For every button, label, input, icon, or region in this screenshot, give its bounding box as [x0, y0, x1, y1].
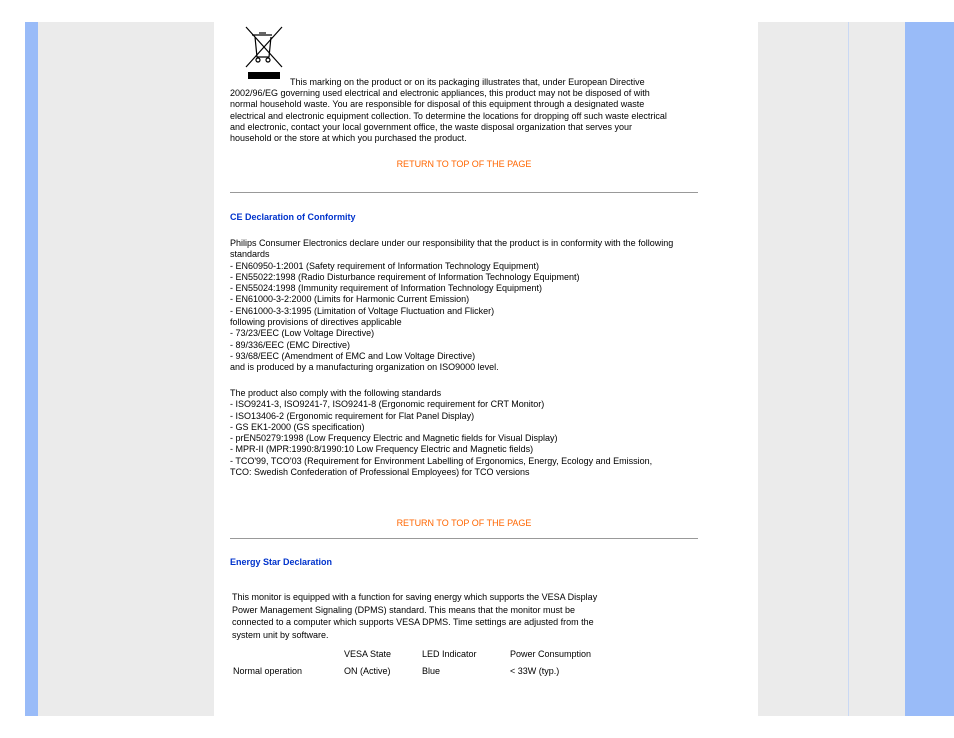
ce-line: - EN61000-3-2:2000 (Limits for Harmonic Current Emission) — [230, 294, 470, 305]
ce-line: - EN55022:1998 (Radio Disturbance requirement of Information Technology Equipment) — [230, 271, 580, 282]
weee-line: household or the store at which you purchased the product. — [230, 133, 467, 144]
right-blue-band — [905, 22, 954, 716]
energy-line: connected to a computer which supports VESA DPMS. Time settings are adjusted from the — [232, 617, 594, 627]
table-cell: Normal operation — [233, 666, 303, 676]
ce-standards-line: - TCO'99, TCO'03 (Requirement for Environment Labelling of Ergonomics, Energy, Ecology and Emission, — [230, 455, 653, 466]
weee-line: normal household waste. You are responsible for disposal of this equipment through a designated waste — [230, 99, 645, 110]
ce-standards-line: - ISO9241-3, ISO9241-7, ISO9241-8 (Ergonomic requirement for CRT Monitor) — [230, 399, 545, 410]
section-divider — [230, 192, 698, 193]
table-cell: ON (Active) — [344, 666, 391, 676]
ce-line: Philips Consumer Electronics declare under our responsibility that the product is in conformity with the following — [230, 238, 674, 248]
ce-line: - EN55024:1998 (Immunity requirement of Information Technology Equipment) — [230, 283, 542, 294]
ce-standards-line: - prEN50279:1998 (Low Frequency Electric and Magnetic fields for Visual Display) — [230, 433, 558, 444]
return-to-top-link[interactable]: RETURN TO TOP OF THE PAGE — [396, 159, 532, 169]
table-header-cell: LED Indicator — [422, 649, 477, 659]
ce-line: - EN60950-1:2001 (Safety requirement of Information Technology Equipment) — [230, 260, 540, 271]
ce-body — [230, 238, 673, 374]
ce-standards-line: TCO: Swedish Confederation of Professional Employees) for TCO versions — [230, 467, 530, 478]
ce-line: - 93/68/EEC (Amendment of EMC and Low Voltage Directive) — [230, 350, 476, 361]
weee-paragraph — [230, 88, 667, 144]
ce-standards — [230, 388, 652, 478]
ce-standards-line: - ISO13406-2 (Ergonomic requirement for Flat Panel Display) — [230, 410, 475, 421]
energy-line: This monitor is equipped with a function for saving energy which supports the VESA Display — [232, 592, 598, 602]
weee-paragraph-lead: This marking on the product or on its packaging illustrates that, under European Directive — [290, 77, 645, 87]
ce-line: - 73/23/EEC (Low Voltage Directive) — [230, 328, 375, 339]
ce-line: standards — [230, 249, 270, 260]
energy-star-heading: Energy Star Declaration — [230, 557, 333, 567]
energy-star-body — [232, 591, 627, 641]
ce-heading: CE Declaration of Conformity — [230, 212, 356, 222]
ce-line: - 89/336/EEC (EMC Directive) — [230, 339, 351, 350]
ce-standards-line: The product also comply with the following standards — [230, 388, 442, 398]
ce-line: - EN61000-3-3:1995 (Limitation of Voltage Fluctuation and Flicker) — [230, 305, 495, 316]
right-gray-margin-2 — [849, 22, 905, 716]
ce-standards-line: - MPR-II (MPR:1990:8/1990:10 Low Frequency Electric and Magnetic fields) — [230, 444, 534, 455]
energy-line: Power Management Signaling (DPMS) standard. This means that the monitor must be — [232, 604, 575, 615]
energy-line: system unit by software. — [232, 629, 329, 640]
power-table — [230, 649, 698, 679]
weee-line: electrical and electronic equipment collection. To determine the locations for dropping off such waste electrical — [230, 110, 667, 121]
return-to-top-link[interactable]: RETURN TO TOP OF THE PAGE — [396, 518, 532, 528]
table-cell: < 33W (typ.) — [510, 666, 560, 676]
right-gray-margin — [758, 22, 848, 716]
weee-line: and electronic, contact your local government office, the waste disposal organization that serves your — [230, 121, 633, 132]
ce-line: and is produced by a manufacturing organization on ISO9000 level. — [230, 362, 499, 373]
table-header-cell: VESA State — [344, 649, 392, 659]
left-gray-margin — [38, 22, 214, 716]
table-header-cell: Power Consumption — [510, 649, 592, 659]
weee-line: 2002/96/EG governing used electrical and electronic appliances, this product may not be disposed of with — [230, 88, 650, 98]
ce-line: following provisions of directives applicable — [230, 317, 402, 328]
section-divider — [230, 538, 698, 539]
table-cell: Blue — [422, 666, 441, 676]
ce-standards-line: - GS EK1-2000 (GS specification) — [230, 421, 365, 432]
weee-black-bar — [248, 72, 280, 79]
left-blue-band — [25, 22, 38, 716]
